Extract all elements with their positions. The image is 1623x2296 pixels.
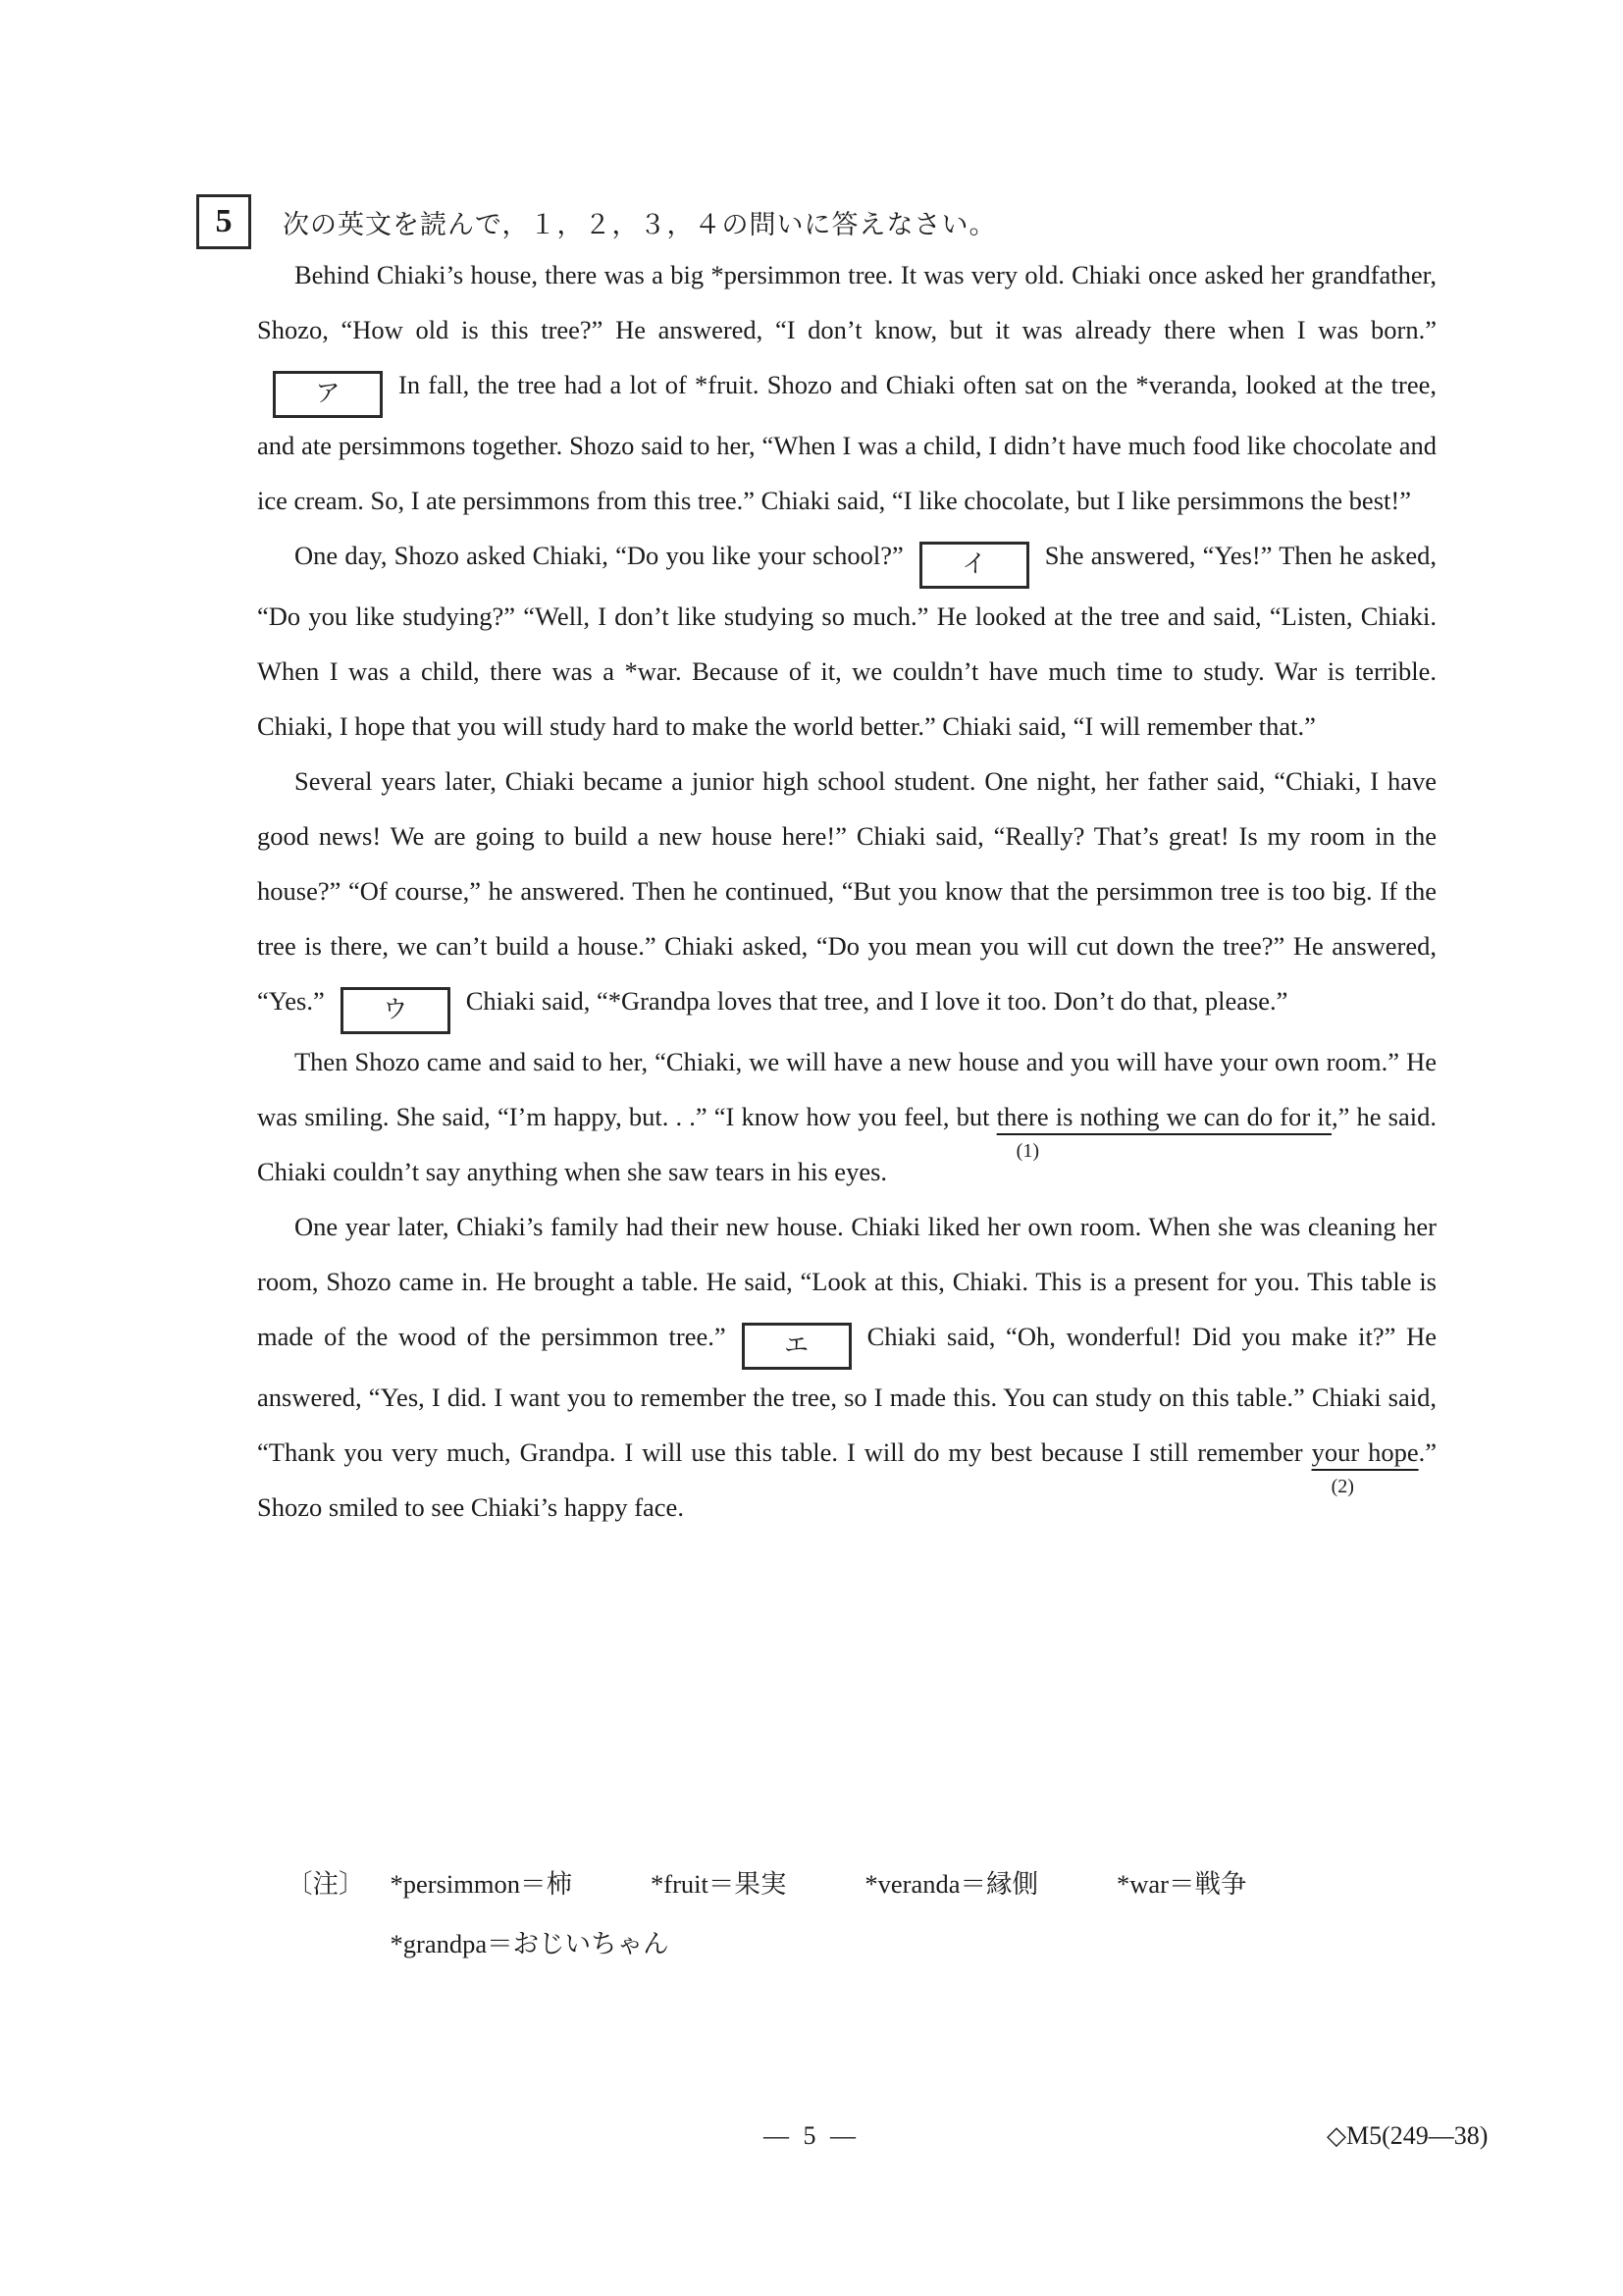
underlined-phrase-1-text: there is nothing we can do for it xyxy=(996,1102,1332,1131)
document-code: ◇M5(249—38) xyxy=(1327,2121,1489,2150)
underlined-phrase-2-text: your hope xyxy=(1311,1437,1419,1467)
question-header xyxy=(196,194,996,249)
p5-text-1: One year later, Chiaki’s family had their new house. Chiaki liked her own room. When she was cleaning her room, Shozo came in. He brought a table. He said, “Look at this, Chiaki. This is a present for you. This table is made of the wood of the persimmon tree.” xyxy=(257,1212,1437,1351)
page-number: — 5 — xyxy=(763,2121,860,2150)
passage-paragraph-3 xyxy=(257,754,1437,1034)
p1-text-2: In fall, the tree had a lot of *fruit. Shozo and Chiaki often sat on the *veranda, looked at the tree, and ate persimmons together. Shozo said to her, “When I was a child, I didn’t have much food like chocolate and ice cream. So, I ate persimmons from this tree.” Chiaki said, “I like chocolate, but I like persimmons the best!” xyxy=(257,370,1437,515)
note-item-grandpa: *grandpa＝おじいちゃん xyxy=(390,1929,669,1958)
underline-marker-2: (2) xyxy=(1331,1476,1354,1497)
notes-row-2 xyxy=(391,1922,1326,1960)
p4-text-2: ,” he said. Chiaki couldn’t say anything when she saw tears in his eyes. xyxy=(257,1102,1437,1186)
underline-marker-1: (1) xyxy=(1016,1140,1039,1162)
answer-blank-box-u: ウ xyxy=(340,987,450,1034)
answer-blank-box-i: イ xyxy=(919,542,1029,589)
underlined-phrase-1 xyxy=(996,1102,1332,1162)
note-item-veranda: *veranda＝縁側 xyxy=(864,1869,1038,1899)
p4-text-1: Then Shozo came and said to her, “Chiaki, we will have a new house and you will have your own room.” He was smiling. She said, “I’m happy, but. . .” “I know how you feel, but xyxy=(257,1047,1437,1131)
notes-row-1 xyxy=(391,1862,1326,1901)
p3-text-1: Several years later, Chiaki became a junior high school student. One night, her father said, “Chiaki, I have good news! We are going to build a new house here!” Chiaki said, “Really? That’s great! Is my room in the house?” “Of course,” he answered. Then he continued, “But you know that the persimmon tree is too big. If the tree is there, we can’t build a house.” Chiaki asked, “Do you mean you will cut down the tree?” He answered, “Yes.” xyxy=(257,766,1437,1016)
notes-section xyxy=(287,1862,1325,1982)
notes-rows xyxy=(391,1862,1326,1982)
reading-passage xyxy=(257,247,1437,1535)
p2-text-1: One day, Shozo asked Chiaki, “Do you like your school?” xyxy=(294,541,904,570)
question-number: 5 xyxy=(215,203,233,239)
question-number-box xyxy=(196,194,251,249)
passage-paragraph-1 xyxy=(257,247,1437,528)
p5-text-2: Chiaki said, “Oh, wonderful! Did you make it?” He answered, “Yes, I did. I want you to remember the tree, so I made this. You can study on this table.” Chiaki said, “Thank you very much, Grandpa. I will use this table. I will do my best because I still remember xyxy=(257,1322,1437,1467)
p3-text-2: Chiaki said, “*Grandpa loves that tree, and I love it too. Don’t do that, please.” xyxy=(465,986,1288,1016)
p1-text-1: Behind Chiaki’s house, there was a big *persimmon tree. It was very old. Chiaki once asked her grandfather, Shozo, “How old is this tree?” He answered, “I don’t know, but it was already there when I was born.” xyxy=(257,260,1437,344)
passage-paragraph-5 xyxy=(257,1199,1437,1535)
p2-text-2: She answered, “Yes!” Then he asked, “Do you like studying?” “Well, I don’t like studying so much.” He looked at the tree and said, “Listen, Chiaki. When I was a child, there was a *war. Because of it, we couldn’t have much time to study. War is terrible. Chiaki, I hope that you will study hard to make the world better.” Chiaki said, “I will remember that.” xyxy=(257,541,1437,741)
passage-paragraph-4 xyxy=(257,1034,1437,1199)
note-item-fruit: *fruit＝果実 xyxy=(651,1869,787,1899)
note-item-persimmon: *persimmon＝柿 xyxy=(390,1869,572,1899)
notes-label: 〔注〕 xyxy=(287,1869,365,1899)
question-instruction: 次の英文を読んで，１，２，３，４の問いに答えなさい。 xyxy=(283,209,997,239)
p5-text-3: .” Shozo smiled to see Chiaki’s happy face. xyxy=(257,1437,1437,1522)
underlined-phrase-2 xyxy=(1311,1437,1419,1497)
passage-paragraph-2 xyxy=(257,528,1437,754)
note-item-war: *war＝戦争 xyxy=(1117,1869,1247,1899)
answer-blank-box-e: エ xyxy=(742,1323,852,1370)
answer-blank-box-a: ア xyxy=(273,371,383,418)
